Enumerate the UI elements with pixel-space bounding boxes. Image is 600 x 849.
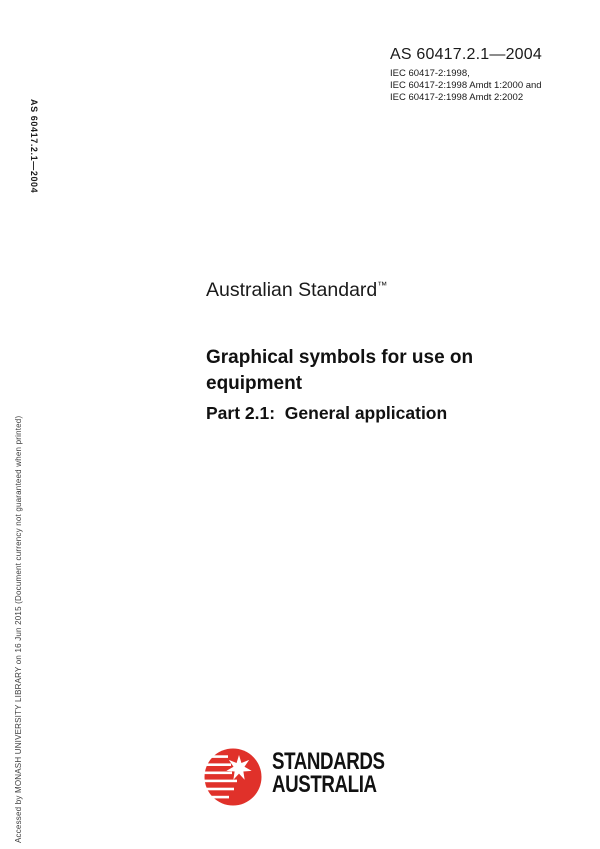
brand-title-text: Australian Standard — [206, 279, 378, 301]
access-watermark: Accessed by MONASH UNIVERSITY LIBRARY on 16 Jun 2015 (Document currency not guaranteed when printed) — [14, 415, 23, 843]
logo-circle-star-icon — [203, 748, 263, 808]
reference-item: IEC 60417-2:1998 Amdt 2:2002 — [390, 92, 524, 103]
reference-list — [390, 68, 542, 104]
main-title — [206, 345, 506, 397]
brand-title — [206, 279, 387, 302]
reference-item: IEC 60417-2:1998 Amdt 1:2000 and — [390, 80, 542, 91]
doc-number: AS 60417.2.1—2004 — [390, 46, 542, 63]
reference-item: IEC 60417-2:1998, — [390, 68, 470, 79]
doc-id-block — [390, 46, 542, 104]
logo-wordmark — [272, 748, 385, 798]
logo-wordmark-line2: AUSTRALIA — [272, 770, 377, 798]
spine-doc-number: AS 60417.2.1—2004 — [29, 99, 39, 194]
standards-australia-logo — [203, 748, 416, 808]
main-title-line1: Graphical symbols for use on — [206, 347, 474, 368]
main-title-line2: equipment — [206, 373, 303, 394]
logo-wordmark-line1: STANDARDS — [272, 748, 385, 775]
part-title: Part 2.1: General application — [206, 403, 448, 423]
trademark-symbol: ™ — [377, 280, 388, 292]
